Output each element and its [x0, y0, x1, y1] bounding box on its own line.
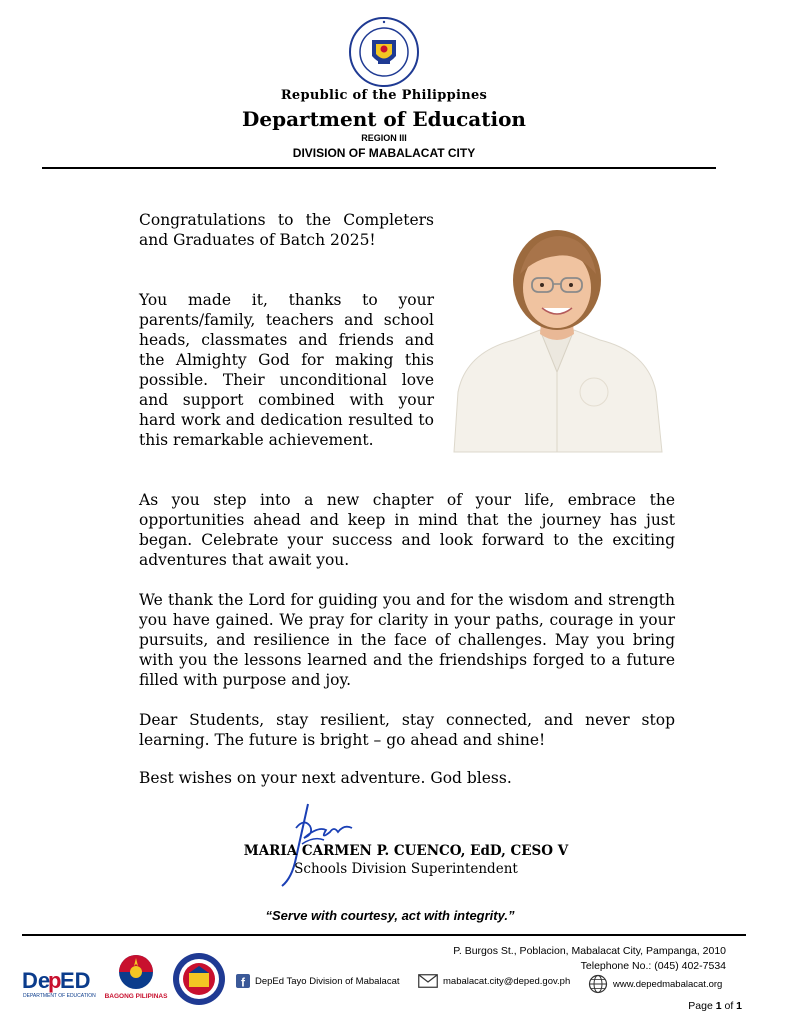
letter-paragraph: Best wishes on your next adventure. God bless. [139, 769, 512, 787]
letter-paragraph: You made it, thanks to your parents/family, teachers and school heads, classmates and friends and the Almighty God for making this possible. Their unconditional love and support combined with your hard work and dedication resulted to this remarkable achievement. [139, 291, 434, 449]
page-current: 1 [715, 1000, 722, 1012]
address-block [453, 944, 726, 974]
website-label: www.depedmabalacat.org [613, 978, 723, 990]
motto: “Serve with courtesy, act with integrity.” [265, 908, 515, 923]
page-number [688, 1000, 742, 1012]
region-label: REGION III [361, 133, 407, 143]
header-divider [42, 167, 716, 169]
facebook-contact[interactable] [236, 974, 400, 988]
facebook-label: DepEd Tayo Division of Mabalacat [255, 975, 400, 987]
division-label: DIVISION OF MABALACAT CITY [292, 146, 476, 160]
superintendent-photo [444, 222, 670, 452]
signatory-name: MARIA CARMEN P. CUENCO, EdD, CESO V [243, 843, 569, 859]
signatory-title: Schools Division Superintendent [294, 861, 518, 877]
svg-text:BAGONG PILIPINAS: BAGONG PILIPINAS [104, 993, 168, 1000]
department-title: Department of Education [242, 107, 526, 131]
letter-paragraph: As you step into a new chapter of your life, embrace the opportunities ahead and keep in mind that the journey has just began. Celebrate your success and look forward to the exciting adventures that await you. [139, 491, 675, 569]
svg-text:DEPARTMENT OF EDUCATION: DEPARTMENT OF EDUCATION [23, 993, 96, 999]
svg-text:f: f [241, 975, 245, 990]
bagong-pilipinas-logo [106, 952, 166, 1002]
letter-paragraph: Congratulations to the Completers and Graduates of Batch 2025! [139, 211, 434, 249]
republic-label: Republic of the Philippines [280, 88, 488, 103]
footer-divider [22, 934, 746, 936]
svg-text:ED: ED [60, 968, 91, 993]
svg-text:p: p [48, 968, 62, 993]
website-contact[interactable] [588, 974, 722, 994]
deped-logo [22, 964, 96, 1000]
envelope-icon [418, 974, 438, 988]
page-prefix: Page [688, 1000, 716, 1012]
facebook-icon [236, 974, 250, 988]
svg-text:De: De [22, 968, 51, 993]
email-label: mabalacat.city@deped.gov.ph [443, 975, 571, 987]
deped-seal-icon [348, 16, 420, 88]
division-seal-icon [172, 952, 226, 1006]
address-line: P. Burgos St., Poblacion, Mabalacat City, Pampanga, 2010 [453, 945, 726, 957]
page-of: of [721, 1000, 737, 1012]
letter-paragraph: Dear Students, stay resilient, stay connected, and never stop learning. The future is bright – go ahead and shine! [139, 711, 675, 749]
letter-paragraph: We thank the Lord for guiding you and for the wisdom and strength you have gained. We pray for clarity in your paths, courage in your pursuits, and resilience in the face of challenges. May you bring with you the lessons learned and the friendships forged to a future filled with purpose and joy. [139, 591, 675, 689]
globe-icon [588, 974, 608, 994]
telephone-line: Telephone No.: (045) 402-7534 [580, 960, 726, 972]
email-contact[interactable] [418, 974, 570, 988]
page-total: 1 [736, 1000, 742, 1012]
